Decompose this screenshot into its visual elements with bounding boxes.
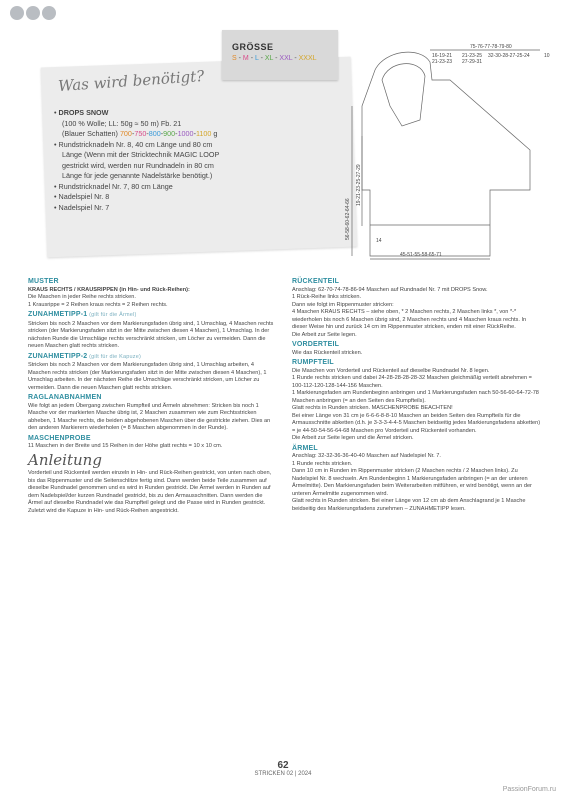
paragraph: Stricken bis noch 2 Maschen vor dem Markierungsfaden übrig sind, 1 Umschlag arbeiten, 4 Maschen rechts stricken (der Markierungsfaden sitzt in der Mitte zwischen diesen 4 Maschen), 1 Umschlag arbeiten. In der nächsten Reihe die Umschläge verschränkt stricken, um Löcher zu vermeiden. Dann die neuen Maschen glatt rechts stricken. [28, 362, 267, 391]
paragraph: 1 Runde rechts stricken und dabei 24-28-28-28-28-32 Maschen gleichmäßig verteilt abnehmen = 100-112-120-128-144-156 Maschen. [292, 375, 532, 389]
armhole-measure: 19-21-23-25-27-29 [356, 164, 362, 206]
yarn-ball-icon [26, 6, 40, 20]
shoulder-measure: 32-30-28-27-25-24 [488, 53, 530, 59]
material-item-cont: Länge für jede genannte Nadelstärke benötigt.) [62, 171, 213, 180]
material-item: • Nadelspiel Nr. 7 [54, 202, 110, 212]
section-heading: ÄRMEL [292, 444, 318, 452]
top-measure: 75-76-77-78-79-80 [470, 44, 512, 50]
magazine-issue: STRICKEN 02 | 2024 [254, 771, 312, 777]
paragraph: Die Maschen von Vorderteil und Rückenteil auf dieselbe Rundnadel Nr. 8 legen. [292, 367, 490, 374]
section-heading: MUSTER [28, 278, 59, 285]
garment-schematic [340, 40, 560, 260]
material-item-cont: Länge (Wenn mit der Stricktechnik MAGIC LOOP [62, 150, 220, 159]
yarn-balls-logo [10, 6, 56, 20]
width-measure: 45-51-55-58-65-71 [400, 252, 442, 258]
section-heading: ZUNAHMETIPP-1 (gilt für die Ärmel) [28, 311, 137, 318]
section-heading: ZUNAHMETIPP-2 (gilt für die Kapuze) [28, 352, 142, 360]
yarn-info-2: (Blauer Schatten) 700-750-800-900-1000-1100 g [62, 129, 218, 138]
paragraph: Bei einer Länge von 31 cm je 6-6-6-8-8-10 Maschen an beiden Seiten des Rumpfteils für die Armausschnitte abketten (d.h. je 3-3-3-4-4-5 Maschen beidseitig jedes Markierungsfadens abketten) = je 44-50-54-56-64-68 Maschen pro Vorderteil und Rückenteil vorhanden. [292, 412, 541, 434]
neck-mid-measure: 21-23-25 [462, 53, 483, 59]
paragraph: Anschlag: 62-70-74-78-86-94 Maschen auf Rundnadel Nr. 7 mit DROPS Snow. [292, 286, 488, 293]
paragraph: Dann wie folgt im Rippenmuster stricken: [292, 301, 394, 308]
yarn-name: DROPS SNOW [58, 108, 109, 117]
paragraph: 1 Krausrippe = 2 Reihen kraus rechts = 2 Reihen rechts. [28, 301, 168, 308]
material-item: • Rundstricknadel Nr. 7, 80 cm Länge [54, 181, 173, 191]
hood-outline [382, 64, 425, 126]
paragraph: Die Arbeit zur Seite legen und die Ärmel stricken. [292, 435, 414, 441]
left-text-column [28, 276, 276, 515]
paragraph: 1 Markierungsfaden am Rundenbeginn anbringen und 1 Markierungsfaden nach 50-56-60-64-72-78 Maschen anbringen (= an den Seiten des Rumpfteils). [292, 390, 539, 404]
neck-left2-measure: 21-23-23 [432, 59, 453, 65]
paragraph: Wie folgt an jedem Übergang zwischen Rumpfteil und Ärmeln abnehmen: Stricken bis noch 1 Masche vor der markierten Masche übrig ist, 2 Maschen zusammen wie zum Rechtsstricken abheben, 1 Masche rechts, die beiden abgehobenen Maschen über die gestrickte ziehen. Dies an den anderen Markierern wiederholen (= 8 Maschen abgenommen in der Runde). [28, 402, 271, 431]
yarn-name-line: • DROPS SNOW [54, 108, 109, 117]
yarn-ball-icon [10, 6, 24, 20]
paragraph: 11 Maschen in der Breite und 15 Reihen in der Höhe glatt rechts = 10 x 10 cm. [28, 443, 223, 449]
materials-list [54, 108, 314, 213]
material-item: • Rundstricknadeln Nr. 8, 40 cm Länge und 80 cm [54, 139, 213, 149]
paragraph: Glatt rechts in Runden stricken. MASCHENPROBE BEACHTEN! [292, 405, 453, 411]
paragraph: Die Arbeit zur Seite legen. [292, 331, 357, 338]
page-footer [0, 760, 566, 777]
section-heading: RAGLANABNAHMEN [28, 394, 102, 401]
neck-left-measure: 16-19-21 [432, 53, 453, 59]
neck-mid2-measure: 27-29-31 [462, 59, 483, 65]
right-text-column [292, 276, 542, 513]
paragraph: Anschlag: 32-32-36-36-40-40 Maschen auf Nadelspiel Nr. 7. [292, 453, 441, 459]
side-measure: 56-58-60-62-64-66 [345, 198, 351, 240]
instructions-script-title: Anleitung [28, 450, 102, 469]
paragraph: 4 Maschen KRAUS RECHTS – siehe oben, * 2 Maschen rechts, 2 Maschen links *, von *-* wiederholen bis noch 6 Maschen übrig sind, 2 Maschen rechts und 4 Maschen kraus rechts. In dieser Weise hin und zurück 14 cm im Rippenmuster stricken, enden mit einer RückReihe. [292, 309, 527, 330]
paragraph: Stricken bis noch 2 Maschen vor dem Markierungsfaden übrig sind, 1 Umschlag, 4 Maschen rechts stricken (der Markierungsfaden sitzt in der Mitte zwischen diesen 4 Maschen), 1 Umschlag. In der nächsten Runde die Umschläge rechts verschränkt stricken, um Löcher zu vermeiden. Dann die neuen Maschen glatt rechts stricken. [28, 320, 274, 349]
paragraph: Wie das Rückenteil stricken. [292, 349, 363, 356]
paragraph: Glatt rechts in Runden stricken. Bei einer Länge von 12 cm ab dem Anschlagrand je 1 Masche beidseitig des Markierungsfadens zunehmen – ZUNAHMETIPP lesen. [292, 498, 526, 512]
watermark: PassionForum.ru [502, 786, 556, 793]
section-heading: VORDERTEIL [292, 341, 340, 348]
section-heading: RUMPFTEIL [292, 359, 334, 366]
material-item: • Nadelspiel Nr. 8 [54, 192, 110, 201]
bold-paragraph: KRAUS RECHTS / KRAUSRIPPEN (in Hin- und Rück-Reihen): [28, 286, 190, 293]
section-heading: MASCHENPROBE [28, 434, 91, 442]
paragraph: Vorderteil und Rückenteil werden einzeln in Hin- und Rück-Reihen gestrickt, von unten nach oben, bis das Rippenmuster und die Seitenschlitze fertig sind. Dann werden beide Teile zusammen auf dieselbe Rundnadel genommen und es wird in Runden gestrickt. Die Ärmel werden in Runden auf dem Nadelspiel/der kurzen Rundnadel gestrickt, bis zu den Armausschnitten. Dann werden die Ärmel auf dieselbe Rundnadel wie das Rumpfteil gelegt und die Passe wird in Runden gestrickt. Zuletzt wird die Kapuze in Hin- und Rück-Reihen angestrickt. [28, 470, 272, 514]
section-heading: RÜCKENTEIL [292, 278, 340, 285]
material-item-cont: gestrickt wird, werden nur Rundnadeln in 80 cm [62, 160, 214, 170]
size-title: GRÖSSE [232, 42, 274, 52]
materials-script-title: Was wird benötigt? [57, 66, 205, 96]
size-list: S - M - L - XL - XXL - XXXL [232, 55, 317, 62]
yarn-ball-icon [42, 6, 56, 20]
page-number: 62 [277, 760, 289, 771]
top-right-measure: 10 [544, 53, 550, 59]
yarn-info-1: (100 % Wolle; LL: 50g ≈ 50 m) Fb. 21 [62, 118, 182, 128]
sweater-outline [362, 52, 530, 256]
rib-measure: 14 [376, 238, 382, 244]
paragraph: 1 Rück-Reihe links stricken. [292, 294, 362, 300]
paragraph: 1 Runde rechts stricken. [292, 460, 353, 467]
paragraph: Die Maschen in jeder Reihe rechts stricken. [28, 294, 136, 300]
paragraph: Dann 10 cm in Runden im Rippenmuster stricken (2 Maschen rechts / 2 Maschen links). Zu Nadelspiel Nr. 8 wechseln. Am Rundenbeginn 1 Markierungsfaden anbringen (= an der unteren Ärmelmitte). Den Markierungsfaden beim Weiterarbeiten mitführen, er wird benötigt, wenn an der unteren Ärmelmitte zugenommen wird. [292, 468, 532, 497]
